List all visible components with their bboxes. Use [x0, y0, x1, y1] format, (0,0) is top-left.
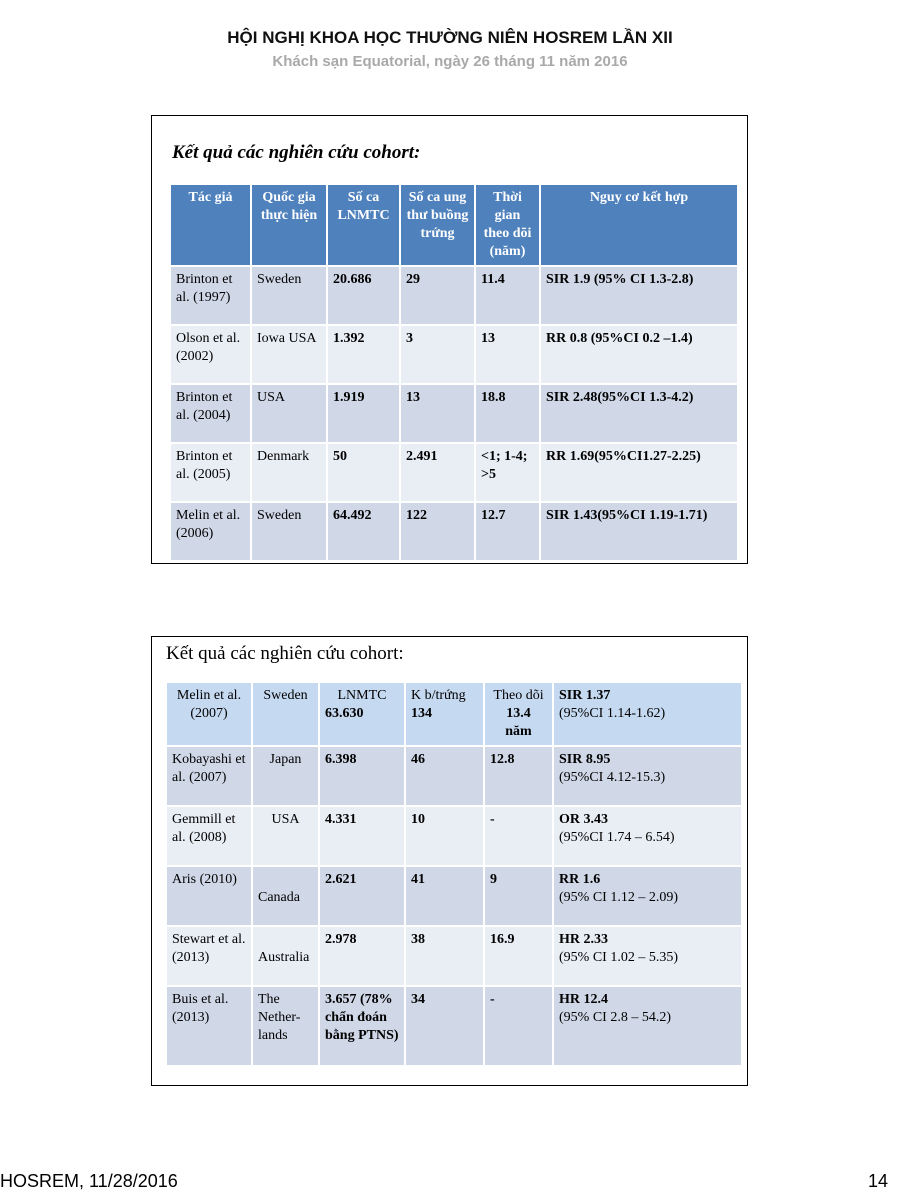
slide-2-title: Kết quả các nghiên cứu cohort: — [166, 643, 404, 664]
cell-followup: 18.8 — [475, 384, 540, 443]
table-row — [170, 384, 738, 443]
cell-author: Melin et al. (2007) — [166, 682, 252, 746]
table-row — [166, 986, 742, 1066]
cohort-table-1 — [169, 183, 739, 562]
page-number: 14 — [867, 1171, 888, 1191]
cell-lnmtc: 1.919 — [327, 384, 400, 443]
cell-author: Buis et al. (2013) — [166, 986, 252, 1066]
cell-author: Gemmill et al. (2008) — [166, 806, 252, 866]
cell-author: Olson et al. (2002) — [170, 325, 251, 384]
cell-country: Sweden — [251, 266, 327, 325]
cell-country: Canada — [252, 866, 319, 926]
risk-value: HR 2.33 — [559, 932, 608, 947]
cell-author: Brinton et al. (2004) — [170, 384, 251, 443]
risk-ci: (95%CI 1.74 – 6.54) — [559, 830, 675, 845]
conference-title: HỘI NGHỊ KHOA HỌC THƯỜNG NIÊN HOSREM LẦN XII — [227, 28, 673, 47]
cell-lnmtc: 3.657 (78% chẩn đoán bằng PTNS) — [319, 986, 405, 1066]
cell-author: Melin et al. (2006) — [170, 502, 251, 561]
cell-ovarian: 2.491 — [400, 443, 475, 502]
cell-ovarian — [405, 682, 484, 746]
cell-followup: 12.8 — [484, 746, 553, 806]
cell-country: USA — [252, 806, 319, 866]
table-row — [166, 746, 742, 806]
followup-unit: năm — [505, 724, 532, 739]
cell-author: Kobayashi et al. (2007) — [166, 746, 252, 806]
cell-country: The Nether-lands — [252, 986, 319, 1066]
cell-followup: - — [484, 986, 553, 1066]
table-row — [166, 866, 742, 926]
cell-country: USA — [251, 384, 327, 443]
risk-value: SIR 1.37 — [559, 688, 611, 703]
slide-1-title: Kết quả các nghiên cứu cohort: — [172, 142, 421, 163]
table-row — [166, 926, 742, 986]
risk-value: OR 3.43 — [559, 812, 608, 827]
cell-followup: 9 — [484, 866, 553, 926]
cell-followup — [484, 682, 553, 746]
cell-country: Japan — [252, 746, 319, 806]
risk-ci: (95%CI 1.14-1.62) — [559, 706, 666, 721]
cell-country: Sweden — [251, 502, 327, 561]
risk-value: HR 12.4 — [559, 992, 608, 1007]
lnmtc-label: LNMTC — [337, 688, 387, 703]
cell-risk: SIR 2.48(95%CI 1.3-4.2) — [540, 384, 738, 443]
lnmtc-value: 63.630 — [325, 706, 364, 721]
table-header-row — [170, 184, 738, 266]
slide-1 — [151, 115, 748, 564]
col-header: Số ca LNMTC — [327, 184, 400, 266]
cell-author: Brinton et al. (2005) — [170, 443, 251, 502]
cell-risk — [553, 986, 742, 1066]
cell-lnmtc: 50 — [327, 443, 400, 502]
table-row — [170, 325, 738, 384]
cell-ovarian: 122 — [400, 502, 475, 561]
cell-ovarian: 3 — [400, 325, 475, 384]
cell-ovarian: 46 — [405, 746, 484, 806]
cell-risk: SIR 1.9 (95% CI 1.3-2.8) — [540, 266, 738, 325]
cell-ovarian: 13 — [400, 384, 475, 443]
cell-country: Denmark — [251, 443, 327, 502]
cell-author: Aris (2010) — [166, 866, 252, 926]
risk-ci: (95% CI 1.02 – 5.35) — [559, 950, 678, 965]
cell-followup: 11.4 — [475, 266, 540, 325]
risk-ci: (95% CI 2.8 – 54.2) — [559, 1010, 671, 1025]
cell-lnmtc: 20.686 — [327, 266, 400, 325]
cell-risk — [553, 746, 742, 806]
col-header: Quốc gia thực hiện — [251, 184, 327, 266]
footer-source: HOSREM, 11/28/2016 — [0, 1171, 178, 1191]
risk-ci: (95% CI 1.12 – 2.09) — [559, 890, 678, 905]
cell-risk — [553, 682, 742, 746]
cell-lnmtc: 1.392 — [327, 325, 400, 384]
cell-country: Iowa USA — [251, 325, 327, 384]
cell-risk: SIR 1.43(95%CI 1.19-1.71) — [540, 502, 738, 561]
cell-ovarian: 34 — [405, 986, 484, 1066]
cell-risk: RR 0.8 (95%CI 0.2 –1.4) — [540, 325, 738, 384]
col-header: Số ca ung thư buồng trứng — [400, 184, 475, 266]
col-header: Tác giả — [170, 184, 251, 266]
cohort-table-2 — [165, 681, 743, 1067]
ovarian-value: 134 — [411, 706, 432, 721]
cell-lnmtc: 2.978 — [319, 926, 405, 986]
cell-country: Australia — [252, 926, 319, 986]
ovarian-label: K b/trứng — [411, 688, 466, 703]
cell-ovarian: 10 — [405, 806, 484, 866]
table-row — [170, 266, 738, 325]
cell-country: Sweden — [252, 682, 319, 746]
cell-author: Stewart et al. (2013) — [166, 926, 252, 986]
cell-risk — [553, 926, 742, 986]
cell-followup: <1; 1-4; >5 — [475, 443, 540, 502]
cell-lnmtc: 64.492 — [327, 502, 400, 561]
cell-author: Brinton et al. (1997) — [170, 266, 251, 325]
cell-ovarian: 29 — [400, 266, 475, 325]
col-header: Thời gian theo dõi (năm) — [475, 184, 540, 266]
cell-followup: 16.9 — [484, 926, 553, 986]
table-row — [166, 682, 742, 746]
cell-ovarian: 38 — [405, 926, 484, 986]
conference-subtitle: Khách sạn Equatorial, ngày 26 tháng 11 năm 2016 — [272, 53, 628, 70]
cell-ovarian: 41 — [405, 866, 484, 926]
table-row — [170, 502, 738, 561]
cell-followup: 13 — [475, 325, 540, 384]
cell-followup: - — [484, 806, 553, 866]
col-header: Nguy cơ kết hợp — [540, 184, 738, 266]
risk-value: RR 1.6 — [559, 872, 601, 887]
cell-risk: RR 1.69(95%CI1.27-2.25) — [540, 443, 738, 502]
risk-ci: (95%CI 4.12-15.3) — [559, 770, 666, 785]
cell-lnmtc — [319, 682, 405, 746]
cell-risk — [553, 866, 742, 926]
cell-lnmtc: 2.621 — [319, 866, 405, 926]
followup-label: Theo dõi — [493, 688, 544, 703]
cell-lnmtc: 4.331 — [319, 806, 405, 866]
slide-2 — [151, 636, 748, 1086]
cell-lnmtc: 6.398 — [319, 746, 405, 806]
cell-risk — [553, 806, 742, 866]
table-row — [166, 806, 742, 866]
cell-followup: 12.7 — [475, 502, 540, 561]
table-row — [170, 443, 738, 502]
followup-value: 13.4 — [506, 706, 531, 721]
risk-value: SIR 8.95 — [559, 752, 611, 767]
